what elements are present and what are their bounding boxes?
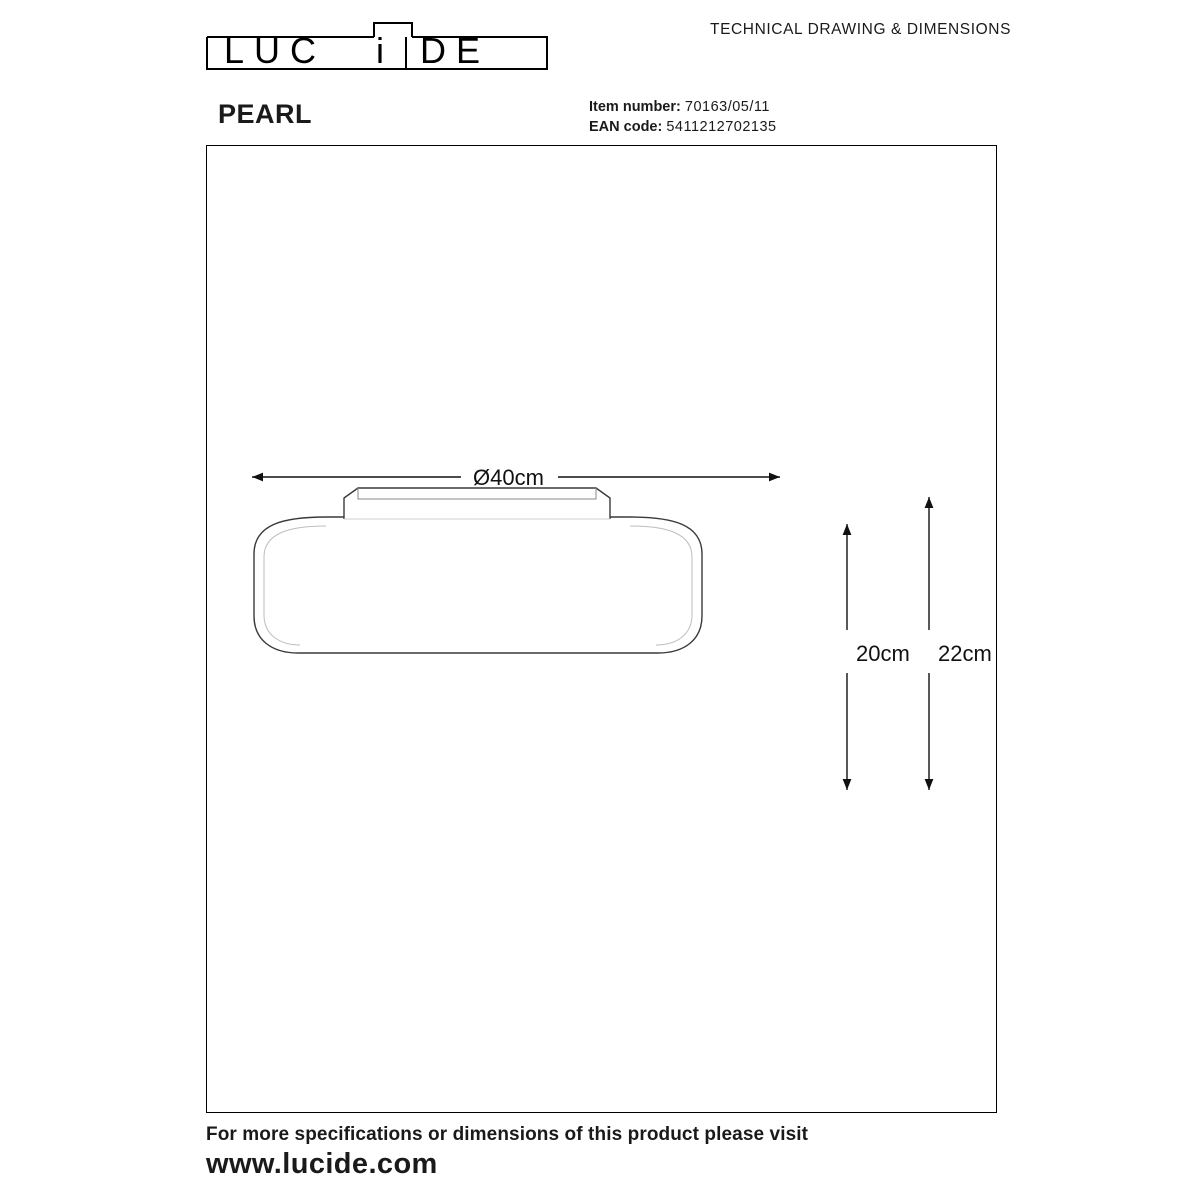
ean-value: 5411212702135 (666, 119, 777, 135)
height-label: 20cm (856, 641, 910, 666)
diameter-label: Ø40cm (473, 465, 544, 490)
lucide-logo (206, 22, 548, 70)
total-height-label: 22cm (938, 641, 992, 666)
product-meta (589, 97, 777, 137)
height-dimension (847, 524, 910, 790)
header-caption: TECHNICAL DRAWING & DIMENSIONS (710, 21, 1012, 38)
footer-text: For more specifications or dimensions of this product please visit (206, 1124, 809, 1145)
diameter-dimension (252, 465, 780, 490)
item-number-row (589, 97, 777, 117)
item-number-value: 70163/05/11 (684, 99, 770, 115)
page-title: PEARL (218, 99, 313, 129)
technical-drawing (206, 145, 997, 1113)
svg-text:i: i (376, 30, 384, 70)
ean-row (589, 117, 777, 137)
svg-text:DE: DE (420, 30, 491, 70)
svg-text:LUC: LUC (224, 30, 327, 70)
footer-url[interactable]: www.lucide.com (206, 1148, 438, 1180)
lamp-illustration (254, 488, 702, 653)
total-height-dimension (929, 497, 992, 790)
item-number-label: Item number: (589, 99, 681, 115)
ean-label: EAN code: (589, 119, 663, 135)
